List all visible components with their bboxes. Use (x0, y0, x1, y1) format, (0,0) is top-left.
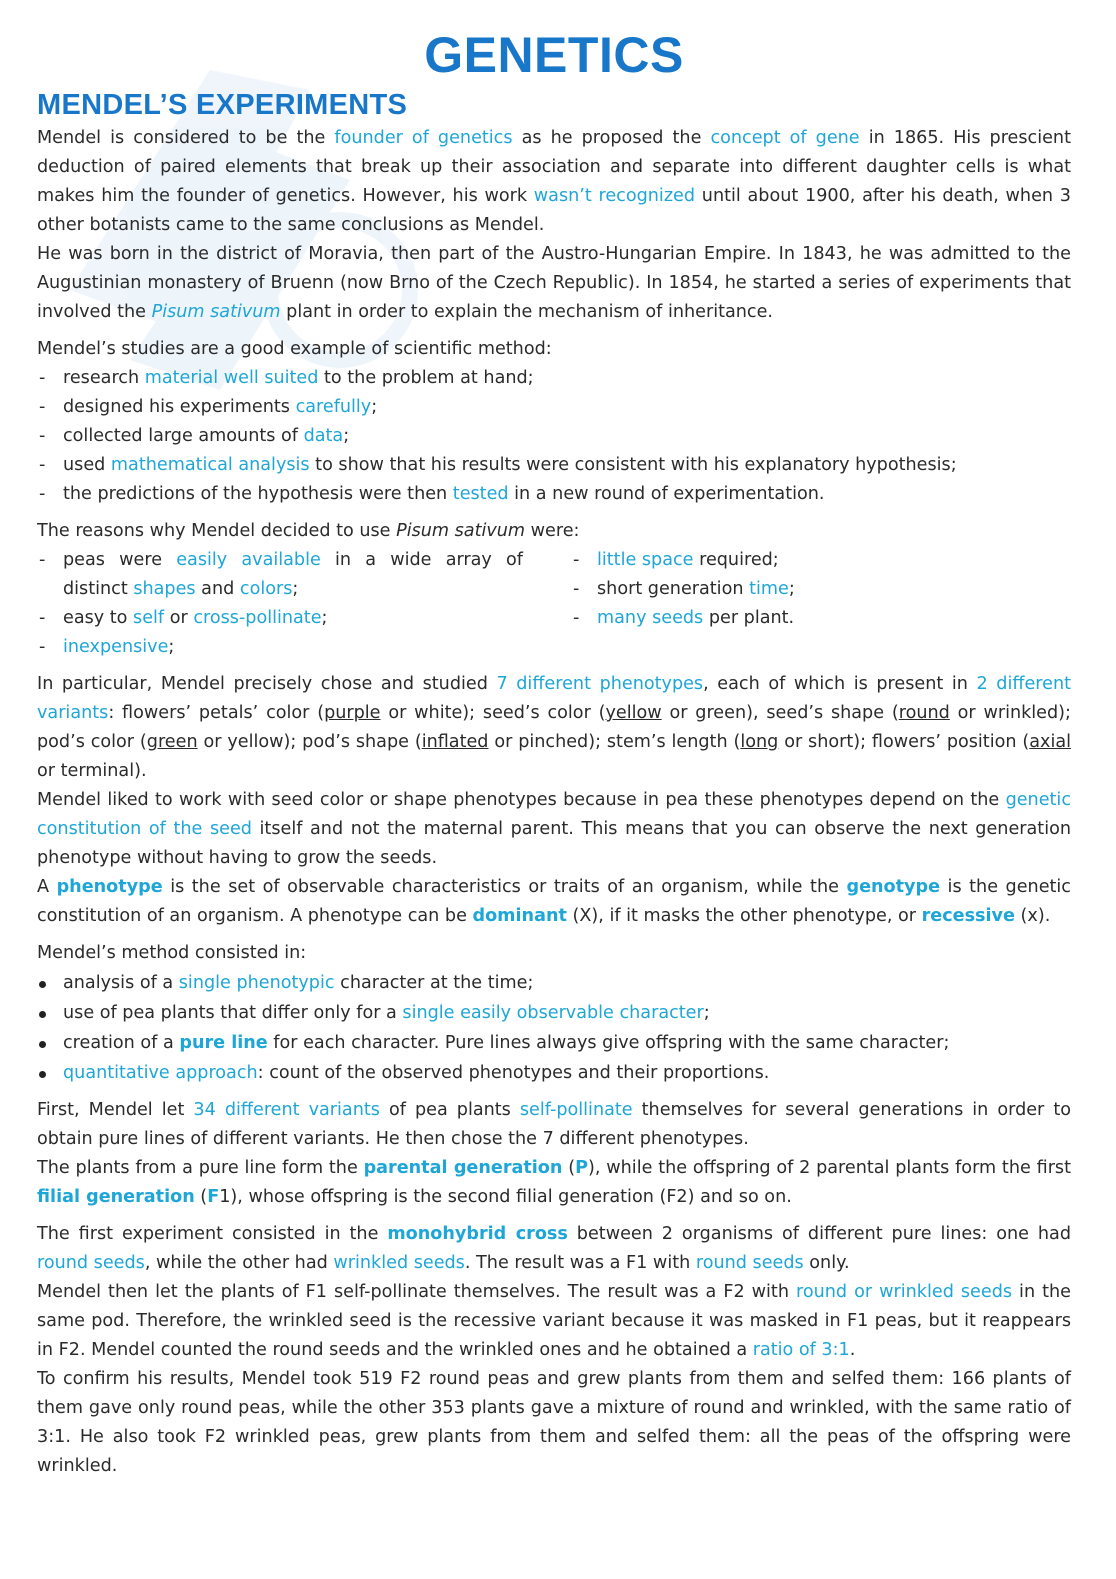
text-run: . The result was a F1 with (464, 1253, 696, 1273)
key-term: pure line (179, 1033, 268, 1053)
highlighted-term: mathematical analysis (110, 455, 310, 475)
highlighted-term: data (303, 426, 344, 446)
text-run: The reasons why Mendel decided to use (37, 521, 397, 541)
scientific-method-list (37, 364, 1071, 509)
key-term: parental generation (363, 1158, 563, 1178)
list-item (37, 364, 1071, 393)
highlighted-term: founder of genetics (334, 128, 513, 148)
list-item (37, 1059, 1071, 1088)
species-name: Pisum sativum (151, 302, 281, 322)
highlighted-term: 7 different phenotypes (496, 674, 704, 694)
text-run: ; (371, 397, 378, 417)
paragraph-phenotypes (37, 670, 1071, 786)
text-run: or short); flowers’ position ( (778, 732, 1030, 752)
text-run: Mendel is considered to be the (37, 128, 335, 148)
text-run: or pinched); stem’s length ( (488, 732, 741, 752)
paragraph-founder (37, 124, 1071, 240)
text-run: to the problem at hand; (318, 368, 534, 388)
text-run: character at the time; (334, 973, 534, 993)
text-run: Mendel’s studies are a good example of scientific method: (37, 339, 552, 359)
list-item (37, 451, 1071, 480)
text-run: peas were (63, 550, 177, 570)
key-term: monohybrid cross (387, 1224, 568, 1244)
list-item (37, 393, 1071, 422)
highlighted-term: colors (239, 579, 293, 599)
text-run: per plant. (703, 608, 795, 628)
text-run: : count of the observed phenotypes and their proportions. (257, 1063, 770, 1083)
paragraph-variants (37, 1096, 1071, 1154)
text-run: , while the other had (144, 1253, 334, 1273)
dominant-variant: purple (324, 703, 381, 723)
text-run: ( (194, 1187, 208, 1207)
dominant-variant: inflated (421, 732, 489, 752)
highlighted-term: genetic constitution of the seed (37, 790, 1071, 839)
text-run: or white); seed’s color ( (380, 703, 606, 723)
text-run: , each of which is present in (703, 674, 977, 694)
dominant-variant: round (898, 703, 950, 723)
text-run: easy to (63, 608, 134, 628)
list-item (571, 546, 1071, 575)
key-term: F (207, 1187, 220, 1207)
highlighted-term: single phenotypic (178, 973, 335, 993)
text-run: were: (525, 521, 580, 541)
highlighted-term: cross-pollinate (193, 608, 322, 628)
highlighted-term: many seeds (597, 608, 704, 628)
paragraph-method-intro (37, 939, 1071, 968)
paragraph-monohybrid-cross (37, 1220, 1071, 1278)
list-item (37, 604, 523, 633)
text-run: ; (292, 579, 299, 599)
text-run: research (63, 368, 145, 388)
list-item (37, 480, 1071, 509)
text-run: between 2 organisms of different pure lines: one had (567, 1224, 1072, 1244)
reasons-list-left (37, 546, 523, 662)
list-item (571, 575, 1071, 604)
text-run: and (195, 579, 240, 599)
list-item (37, 633, 523, 662)
paragraph-biography (37, 240, 1071, 327)
text-run: used (63, 455, 111, 475)
text-run: ), while the offspring of 2 parental plants form the first (588, 1158, 1071, 1178)
text-run: . (849, 1340, 856, 1360)
key-term: dominant (472, 906, 567, 926)
text-run: He was born in the district of Moravia, then part of the Austro-Hungarian Empire. In 1843, he was admitted to the Augustinian monastery of Bruenn (now Brno of the Czech Republic). In 1854, he started a series of experiments that involved the (37, 244, 1071, 322)
highlighted-term: 2 different variants (37, 674, 1071, 723)
species-name: Pisum sativum (396, 521, 526, 541)
text-run: (X), if it masks the other phenotype, or (566, 906, 922, 926)
text-run: ( (562, 1158, 576, 1178)
highlighted-term: single easily observable character (402, 1003, 704, 1023)
key-term: filial generation (37, 1187, 195, 1207)
paragraph-confirmation (37, 1365, 1071, 1481)
text-run: Mendel’s method consisted in: (37, 943, 307, 963)
text-run: itself and not the maternal parent. This means that you can observe the next generation phenotype without having to grow the seeds. (37, 819, 1071, 868)
text-run: until about 1900, after his death, when 3 other botanists came to the same conclusions as Mendel. (37, 186, 1071, 235)
text-run: Mendel liked to work with seed color or shape phenotypes because in pea these phenotypes depend on the (37, 790, 1006, 810)
text-run: of pea plants (379, 1100, 520, 1120)
text-run: ; (788, 579, 795, 599)
highlighted-term: self (133, 608, 165, 628)
text-run: use of pea plants that differ only for a (63, 1003, 403, 1023)
text-run: First, Mendel let (37, 1100, 194, 1120)
paragraph-reasons-intro (37, 517, 1071, 546)
dominant-variant: long (740, 732, 779, 752)
highlighted-term: round seeds (695, 1253, 804, 1273)
method-steps-list (37, 969, 1071, 1088)
highlighted-term: wasn’t recognized (533, 186, 696, 206)
highlighted-term: carefully (295, 397, 372, 417)
paragraph-f2-results (37, 1278, 1071, 1365)
highlighted-term: ratio of 3:1 (752, 1340, 850, 1360)
list-item (37, 999, 1071, 1028)
text-run: plant in order to explain the mechanism of inheritance. (280, 302, 773, 322)
document-page (37, 26, 1071, 1481)
highlighted-term: easily available (176, 550, 321, 570)
key-term: genotype (846, 877, 941, 897)
text-run: ; (703, 1003, 710, 1023)
text-run: or terminal). (37, 761, 147, 781)
highlighted-term: round or wrinkled seeds (796, 1282, 1013, 1302)
text-run: to show that his results were consistent with his explanatory hypothesis; (309, 455, 957, 475)
text-run: ; (168, 637, 175, 657)
list-item (571, 604, 1071, 633)
dominant-variant: yellow (605, 703, 662, 723)
text-run: designed his experiments (63, 397, 296, 417)
text-run: in the same pod. Therefore, the wrinkled seed is the recessive variant because it was masked in F1 peas, but it reappears in F2. Mendel counted the round seeds and the wrinkled ones and he obtained a (37, 1282, 1071, 1360)
text-run: required; (693, 550, 779, 570)
paragraph-definitions (37, 873, 1071, 931)
text-run: Mendel then let the plants of F1 self-pollinate themselves. The result was a F2 with (37, 1282, 797, 1302)
text-run: ; (343, 426, 350, 446)
text-run: The plants from a pure line form the (37, 1158, 364, 1178)
key-term: phenotype (56, 877, 163, 897)
list-item (37, 1029, 1071, 1058)
text-run: for each character. Pure lines always give offspring with the same character; (267, 1033, 950, 1053)
dominant-variant: green (146, 732, 198, 752)
highlighted-term: concept of gene (710, 128, 860, 148)
list-item (37, 546, 523, 604)
text-run: or yellow); pod’s shape ( (197, 732, 422, 752)
text-run: analysis of a (63, 973, 179, 993)
highlighted-term: quantitative approach (63, 1063, 258, 1083)
key-term: P (575, 1158, 588, 1178)
text-run: creation of a (63, 1033, 180, 1053)
highlighted-term: inexpensive (63, 637, 169, 657)
text-run: short generation (597, 579, 750, 599)
section-title: MENDEL’S EXPERIMENTS (37, 89, 408, 121)
text-run: collected large amounts of (63, 426, 304, 446)
text-run: : flowers’ petals’ color ( (108, 703, 325, 723)
text-run: In particular, Mendel precisely chose and studied (37, 674, 497, 694)
text-run: is the genetic constitution of an organism. A phenotype can be (37, 877, 1071, 926)
reasons-list-right (571, 546, 1071, 662)
text-run: themselves for several generations in order to obtain pure lines of different variants. He then chose the 7 different phenotypes. (37, 1100, 1072, 1149)
dominant-variant: axial (1029, 732, 1072, 752)
text-run: or wrinkled); pod’s color ( (37, 703, 1071, 752)
text-run: (x). (1014, 906, 1051, 926)
text-run: is the set of observable characteristics or traits of an organism, while the (162, 877, 847, 897)
text-run: To confirm his results, Mendel took 519 F2 round peas and grew plants from them and selfed them: 166 plants of them gave only round peas, while the other 353 plants gave a mixture of round and wrinkled, with the same ratio of 3:1. He also took F2 wrinkled peas, grew plants from them and selfed them: all the peas of the offspring were wrinkled. (37, 1369, 1071, 1476)
text-run: or (164, 608, 194, 628)
highlighted-term: shapes (133, 579, 196, 599)
text-run: ; (321, 608, 328, 628)
highlighted-term: tested (452, 484, 509, 504)
list-item (37, 969, 1071, 998)
text-run: 1), whose offspring is the second filial generation (F2) and so on. (219, 1187, 792, 1207)
text-run: in a wide array of distinct (63, 550, 523, 599)
text-run: in 1865. His prescient deduction of paired elements that break up their association and separate into different daughter cells is what makes him the founder of genetics. However, his work (37, 128, 1071, 206)
highlighted-term: self-pollinate (519, 1100, 633, 1120)
highlighted-term: little space (597, 550, 694, 570)
text-run: in a new round of experimentation. (508, 484, 825, 504)
highlighted-term: material well suited (144, 368, 319, 388)
paragraph-seed-phenotypes (37, 786, 1071, 873)
text-run: The first experiment consisted in the (37, 1224, 388, 1244)
text-run: only. (803, 1253, 850, 1273)
text-run: as he proposed the (512, 128, 711, 148)
highlighted-term: wrinkled seeds (333, 1253, 465, 1273)
key-term: recessive (921, 906, 1015, 926)
reasons-columns (37, 546, 1071, 662)
page-title: GENETICS (424, 27, 684, 83)
text-run: or green), seed’s shape ( (661, 703, 899, 723)
highlighted-term: time (749, 579, 789, 599)
paragraph-generations (37, 1154, 1071, 1212)
list-item (37, 422, 1071, 451)
text-run: the predictions of the hypothesis were then (63, 484, 453, 504)
highlighted-term: 34 different variants (193, 1100, 380, 1120)
text-run: A (37, 877, 57, 897)
highlighted-term: round seeds (37, 1253, 145, 1273)
paragraph-scientific-method-intro (37, 335, 1071, 364)
